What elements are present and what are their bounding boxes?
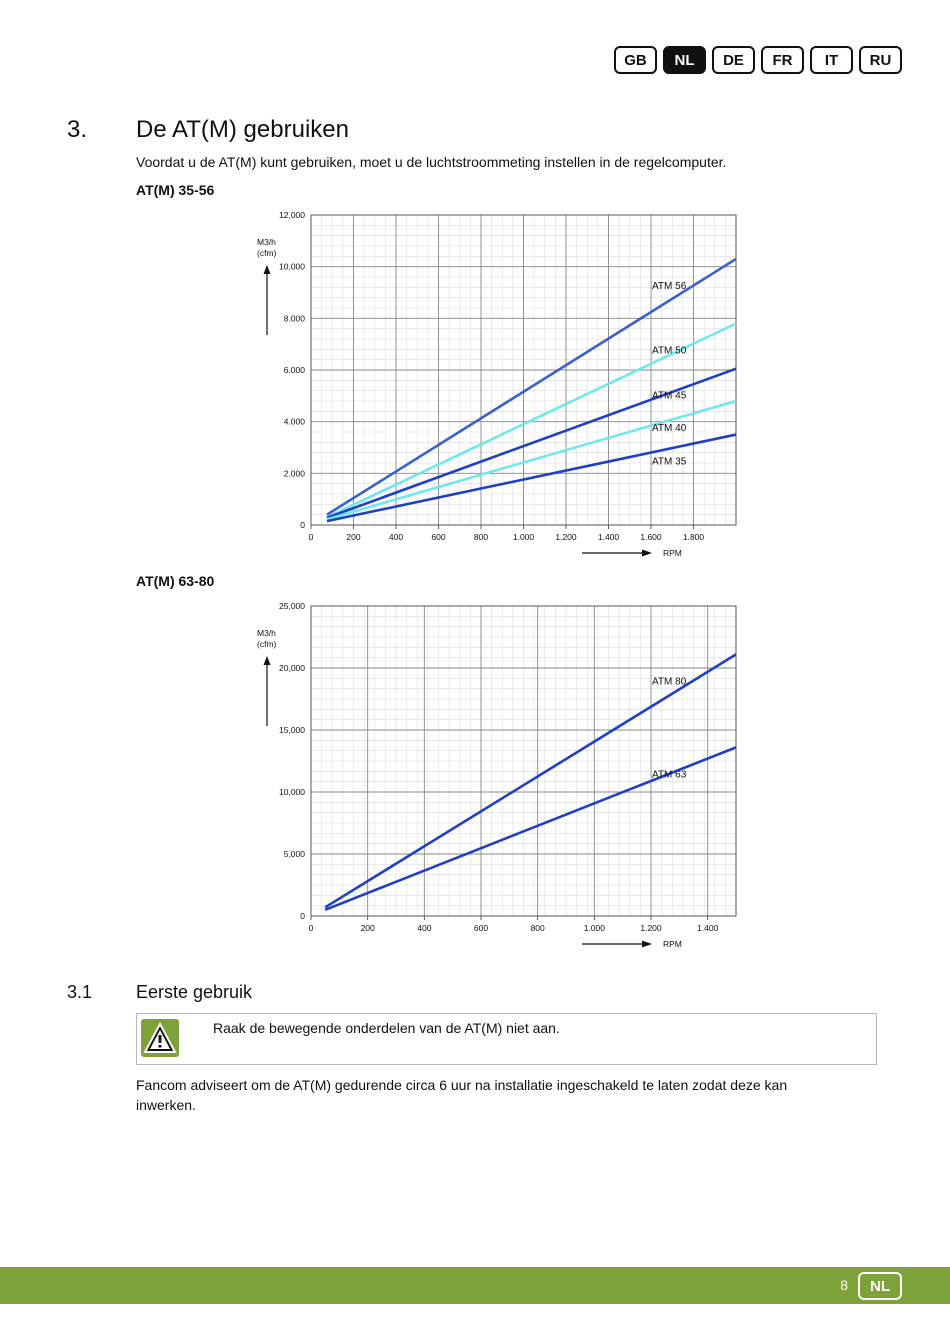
series-line-atm-35	[327, 435, 736, 522]
x-tick-label: 1.000	[512, 532, 535, 542]
section-number: 3.	[67, 116, 88, 143]
x-tick-label: 1.000	[583, 923, 605, 933]
x-tick-label: 1.800	[682, 532, 705, 542]
x-tick-label: 1.600	[640, 532, 662, 542]
section-title: De AT(M) gebruiken	[136, 116, 349, 143]
y-tick-label: 25,000	[279, 601, 305, 611]
y-axis-arrow-head	[264, 265, 271, 274]
x-tick-label: 800	[530, 923, 545, 933]
lang-button-nl[interactable]: NL	[663, 46, 706, 74]
y-axis-label: M3/h	[257, 628, 276, 638]
subsection-title: Eerste gebruik	[136, 982, 253, 1002]
y-tick-label: 20,000	[279, 663, 305, 673]
y-tick-label: 10,000	[279, 261, 305, 272]
subsection-number: 3.1	[67, 982, 93, 1002]
y-axis-label-unit: (cfm)	[257, 248, 277, 258]
chart-atm-63-80	[250, 596, 750, 961]
x-axis-label: RPM	[663, 939, 682, 949]
subsection-paragraph: Fancom adviseert om de AT(M) gedurende circa 6 uur na installatie ingeschakeld te laten zodat deze kan inwerken.	[136, 1077, 788, 1113]
x-tick-label: 0	[308, 532, 314, 542]
series-label: ATM 80	[652, 676, 687, 688]
lang-button-gb[interactable]: GB	[614, 46, 657, 74]
lang-button-fr[interactable]: FR	[761, 46, 804, 74]
x-tick-label: 1.400	[597, 532, 620, 542]
minor-grid	[311, 606, 736, 916]
lang-button-it[interactable]: IT	[810, 46, 853, 74]
y-tick-label: 10,000	[279, 787, 305, 797]
x-tick-label: 800	[473, 532, 489, 542]
warning-icon	[141, 1019, 179, 1057]
x-tick-label: 200	[360, 923, 375, 933]
x-axis-arrow-head	[642, 941, 652, 948]
y-axis-label: M3/h	[257, 237, 276, 247]
series-label: ATM 50	[652, 345, 687, 357]
y-tick-label: 5,000	[283, 849, 305, 859]
y-tick-label: 8.000	[283, 313, 305, 324]
chart-atm-35-56	[250, 205, 750, 570]
x-axis-arrow-head	[642, 550, 652, 557]
x-tick-label: 400	[388, 532, 404, 542]
chart2-svg	[250, 596, 750, 956]
chart1-svg	[250, 205, 750, 565]
y-axis-arrow-head	[264, 656, 271, 665]
series-label: ATM 35	[652, 456, 687, 468]
chart1-label: AT(M) 35-56	[136, 182, 215, 198]
page-footer	[0, 1267, 950, 1304]
warning-box	[136, 1013, 877, 1065]
x-tick-label: 1.200	[555, 532, 577, 542]
series-label: ATM 63	[652, 769, 687, 781]
x-tick-label: 1.400	[697, 923, 719, 933]
y-tick-label: 12,000	[279, 210, 305, 220]
series-label: ATM 45	[652, 390, 687, 402]
x-tick-label: 600	[473, 923, 489, 933]
y-tick-label: 2.000	[283, 468, 305, 479]
language-selector	[614, 46, 902, 74]
series-line-atm-56	[327, 259, 736, 515]
page-number: 8	[840, 1277, 848, 1293]
section-intro: Voordat u de AT(M) kunt gebruiken, moet u de luchtstroommeting instellen in de regelcomputer.	[136, 154, 727, 170]
lang-button-de[interactable]: DE	[712, 46, 755, 74]
x-tick-label: 400	[417, 923, 432, 933]
y-tick-label: 6.000	[283, 365, 305, 375]
y-tick-label: 15,000	[279, 725, 305, 735]
series-label: ATM 40	[652, 423, 687, 434]
x-tick-label: 1.200	[640, 923, 662, 933]
lang-button-ru[interactable]: RU	[859, 46, 902, 74]
series-line-atm-80	[325, 654, 736, 907]
footer-lang-badge: NL	[858, 1272, 902, 1300]
y-tick-label: 0	[300, 520, 305, 530]
chart2-label: AT(M) 63-80	[136, 573, 215, 589]
x-tick-label: 0	[308, 923, 314, 933]
x-tick-label: 600	[431, 532, 446, 542]
y-tick-label: 4.000	[283, 416, 305, 427]
warning-text: Raak de bewegende onderdelen van de AT(M) niet aan.	[213, 1020, 560, 1036]
x-axis-label: RPM	[663, 548, 682, 558]
series-label: ATM 56	[652, 280, 687, 292]
x-tick-label: 200	[346, 532, 361, 542]
y-tick-label: 0	[300, 911, 305, 921]
y-axis-label-unit: (cfm)	[257, 639, 277, 649]
